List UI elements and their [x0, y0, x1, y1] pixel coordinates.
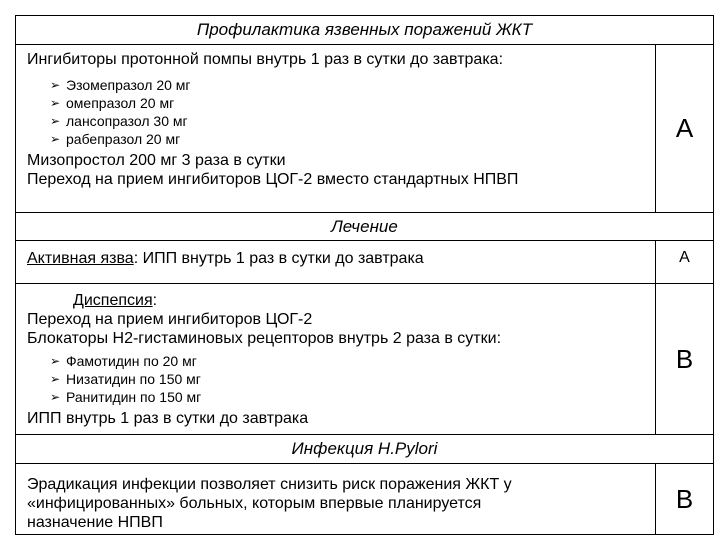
list-item: ➢ Ранитидин по 150 мг — [50, 389, 202, 405]
prevention-grade: А — [675, 113, 694, 143]
dyspepsia-label: Диспепсия — [73, 292, 153, 309]
eradication-line-3: назначение НПВП — [27, 514, 163, 531]
infection-header-row — [16, 435, 713, 464]
list-item: ➢ Фамотидин по 20 мг — [50, 353, 197, 369]
infection-grade: В — [675, 483, 694, 514]
ppi-once-line: ИПП внутрь 1 раз в сутки до завтрака — [27, 410, 309, 427]
prevention-header-row — [16, 16, 713, 45]
prevention-content — [16, 45, 656, 212]
active-ulcer-content — [16, 241, 656, 283]
eradication-line-1: Эрадикация инфекции позволяет снизить риск поражения ЖКТ у — [27, 476, 512, 493]
dyspepsia-grade: В — [675, 343, 694, 374]
list-item: ➢ Низатидин по 150 мг — [50, 371, 201, 387]
dyspepsia-row — [16, 284, 713, 435]
treatment-header: Лечение — [331, 216, 398, 236]
list-item: ➢ рабепразол 20 мг — [50, 131, 181, 147]
active-ulcer-label: Активная язва — [27, 250, 134, 267]
infection-row — [16, 464, 713, 534]
treatment-header-row — [16, 213, 713, 241]
dyspepsia-heading: Диспепсия: — [73, 292, 158, 309]
dyspepsia-cox2-line: Переход на прием ингибиторов ЦОГ-2 — [27, 311, 313, 328]
ppi-drug-list — [27, 76, 655, 148]
recommendations-table — [15, 15, 714, 535]
list-item: ➢ омепразол 20 мг — [50, 95, 175, 111]
misoprostol-line: Мизопростол 200 мг 3 раза в сутки — [27, 152, 286, 169]
prevention-header: Профилактика язвенных поражений ЖКТ — [196, 20, 533, 39]
h2-drug-list — [27, 352, 655, 406]
dyspepsia-content — [16, 284, 656, 434]
list-item: ➢ лансопразол 30 мг — [50, 113, 188, 129]
arrow-bullet-icon: ➢ — [50, 372, 61, 386]
active-ulcer-text: : ИПП внутрь 1 раз в сутки до завтрака — [133, 250, 424, 267]
arrow-bullet-icon: ➢ — [50, 390, 61, 404]
arrow-bullet-icon: ➢ — [50, 354, 61, 368]
cox2-switch-line: Переход на прием ингибиторов ЦОГ-2 вместо стандартных НПВП — [27, 171, 519, 188]
arrow-bullet-icon: ➢ — [50, 78, 61, 92]
active-ulcer-row — [16, 241, 713, 284]
list-item: ➢ Эзомепразол 20 мг — [50, 77, 191, 93]
arrow-bullet-icon: ➢ — [50, 132, 61, 146]
h2-blockers-intro: Блокаторы Н2-гистаминовых рецепторов внутрь 2 раза в сутки: — [27, 330, 502, 347]
active-ulcer-grade: А — [679, 249, 690, 266]
prevention-row — [16, 45, 713, 213]
eradication-line-2: «инфицированных» больных, которым впервые планируется — [27, 495, 482, 512]
arrow-bullet-icon: ➢ — [50, 96, 61, 110]
ppi-intro: Ингибиторы протонной помпы внутрь 1 раз в сутки до завтрака: — [27, 51, 504, 68]
active-ulcer-line — [27, 249, 655, 268]
infection-content — [16, 464, 656, 534]
arrow-bullet-icon: ➢ — [50, 114, 61, 128]
infection-header: Инфекция Н.Pylori — [291, 439, 438, 458]
